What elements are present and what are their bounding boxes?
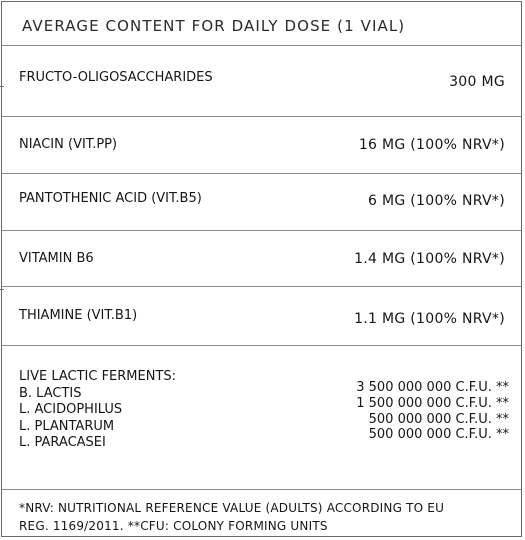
nutrient-amount: 300 MG: [449, 74, 505, 90]
ferment-name-l-acidophilus: L. ACIDOPHILUS: [19, 402, 123, 418]
ferments-amounts: [356, 380, 509, 443]
ferment-amount-b-lactis: 3 500 000 000 C.F.U. **: [356, 380, 509, 395]
ferment-amount-l-plantarum: 500 000 000 C.F.U. **: [368, 411, 509, 427]
table-title: AVERAGE CONTENT FOR DAILY DOSE (1 VIAL): [2, 2, 521, 46]
ferment-amount-l-paracasei: 500 000 000 C.F.U. **: [368, 427, 509, 443]
nutrition-table: [1, 1, 522, 537]
nutrient-amount: 16 MG (100% NRV*): [358, 137, 505, 153]
ferment-amount-l-acidophilus: 1 500 000 000 C.F.U. **: [356, 395, 509, 411]
nutrient-name: VITAMIN B6: [19, 251, 94, 266]
footnote-line-2: REG. 1169/2011. **CFU: COLONY FORMING UNITS: [19, 519, 328, 533]
footnote-line-1: *NRV: NUTRITIONAL REFERENCE VALUE (ADULTS) ACCORDING TO EU: [19, 501, 445, 515]
ferment-name-l-paracasei: L. PARACASEI: [19, 435, 106, 451]
nutrient-amount: 6 MG (100% NRV*): [368, 193, 505, 209]
nutrient-name: FRUCTO-OLIGOSACCHARIDES: [19, 70, 213, 85]
table-row-niacin: [2, 117, 521, 174]
nutrient-amount: 1.4 MG (100% NRV*): [354, 251, 505, 267]
nutrient-name: NIACIN (VIT.PP): [19, 137, 118, 152]
table-row-vitamin-b6: [2, 231, 521, 287]
ferment-name-l-plantarum: L. PLANTARUM: [19, 418, 115, 434]
ferments-names: [19, 369, 176, 452]
left-edge-tick: [0, 289, 4, 290]
ferment-name-b-lactis: B. LACTIS: [19, 385, 82, 401]
nutrient-amount: 1.1 MG (100% NRV*): [354, 311, 505, 327]
ferments-heading: LIVE LACTIC FERMENTS:: [19, 369, 177, 384]
table-row-fructo-oligosaccharides: [2, 46, 521, 117]
left-edge-tick: [0, 86, 4, 87]
table-row-pantothenic-acid: [2, 174, 521, 231]
nutrient-name: PANTOTHENIC ACID (VIT.B5): [19, 191, 202, 206]
table-row-live-lactic-ferments: [2, 346, 521, 490]
table-row-thiamine: [2, 287, 521, 346]
nutrient-name: THIAMINE (VIT.B1): [19, 308, 138, 323]
footnote: [19, 499, 509, 535]
